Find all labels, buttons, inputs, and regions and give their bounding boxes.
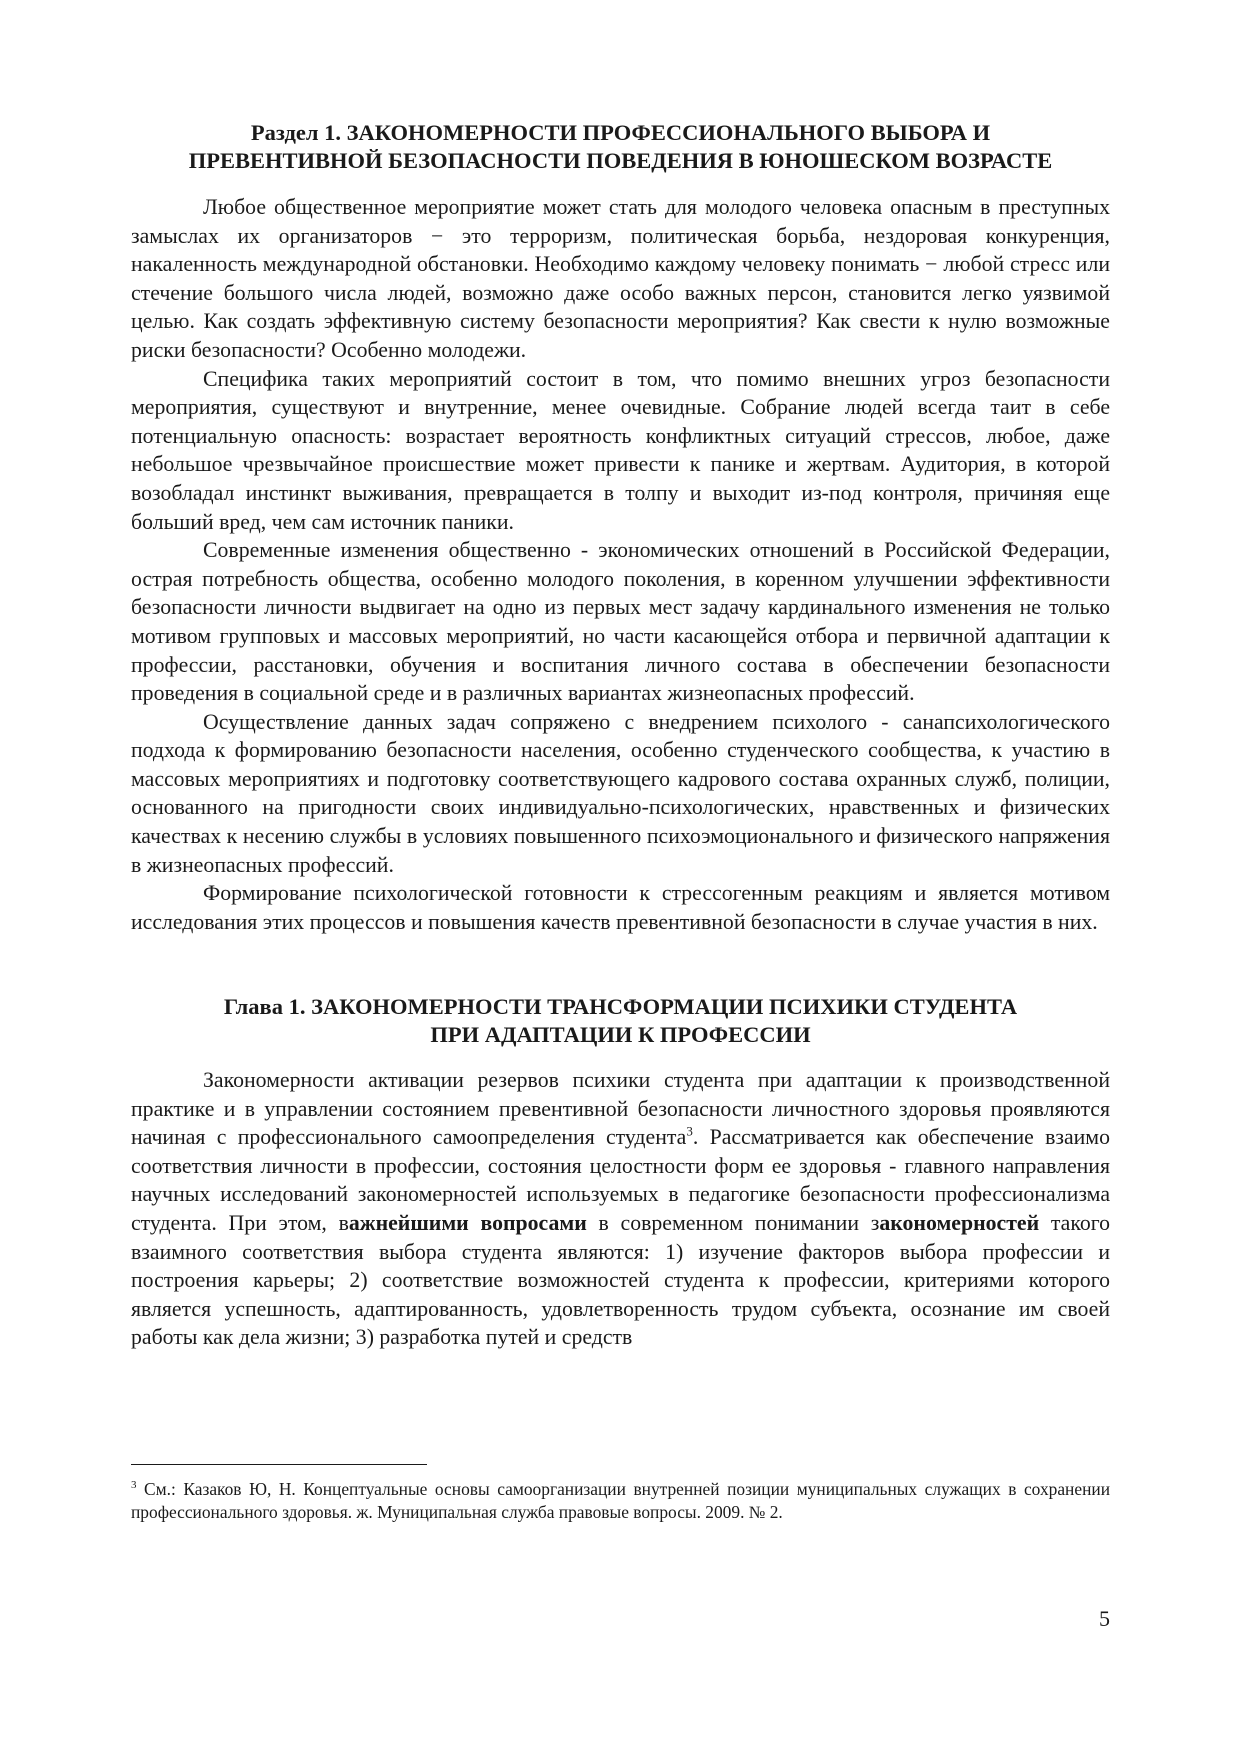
section-paragraph-5: Формирование психологической готовности к стрессогенным реакциям и является мотивом исследования этих процессов и повышения качеств превентивной безопасности в случае участия в них. [131, 881, 1110, 934]
chapter-bold-important-questions: ажнейшими вопросами [348, 1210, 587, 1235]
section-body [131, 193, 1110, 936]
section-paragraph-4: Осуществление данных задач сопряжено с внедрением психолого - санапсихологического подхода к формированию безопасности населения, особенно студенческого сообщества, к участию в массовых мероприятиях и подготовку соответствующего кадрового состава охранных служб, полиции, основанного на пригодности своих индивидуально-психологических, нравственных и физических качествах к несению службы в условиях повышенного психоэмоционального и физического напряжения в жизнеопасных профессий. [131, 709, 1110, 877]
page-number: 5 [1099, 1606, 1110, 1631]
chapter-heading-line-2: ПРИ АДАПТАЦИИ К ПРОФЕССИИ [430, 1022, 811, 1047]
section-heading-line-2: ПРЕВЕНТИВНОЙ БЕЗОПАСНОСТИ ПОВЕДЕНИЯ В ЮНОШЕСКОМ ВОЗРАСТЕ [188, 148, 1053, 173]
footnote-text: См.: Казаков Ю, Н. Концептуальные основы самоорганизации внутренней позиции муниципальных служащих в сохранении профессионального здоровья. ж. Муниципальная служба правовые вопросы. 2009. № 2. [131, 1479, 1110, 1522]
chapter-text-part-3: в современном понимании з [586, 1210, 880, 1235]
section-paragraph-1: Любое общественное мероприятие может стать для молодого человека опасным в преступных замыслах их организаторов − это терроризм, политическая борьба, нездоровая конкуренция, накаленность международной обстановки. Необходимо каждому человеку понимать − любой стресс или стечение большого числа людей, возможно даже особо важных персон, становится легко уязвимой целью. Как создать эффективную систему безопасности мероприятия? Как свести к нулю возможные риски безопасности? Особенно молодежи. [131, 195, 1110, 362]
section-heading [131, 119, 1110, 175]
chapter-text-part-4: такого взаимного соответствия выбора студента являются: 1) изучение факторов выбора профессии и построения карьеры; 2) соответствие возможностей студента к профессии, критериями которого является успешность, адаптированность, удовлетворенность трудом субъекта, осознание им своей работы как дела жизни; 3) разработка путей и средств [131, 1210, 1111, 1350]
section-heading-line-1: Раздел 1. ЗАКОНОМЕРНОСТИ ПРОФЕССИОНАЛЬНОГО ВЫБОРА И [250, 120, 991, 145]
section-paragraph-3: Современные изменения общественно - экономических отношений в Российской Федерации, острая потребность общества, особенно молодого поколения, в коренном улучшении эффективности безопасности личности выдвигает на одно из первых мест задачу кардинального изменения не только мотивом групповых и массовых мероприятий, но части касающейся отбора и первичной адаптации к профессии, расстановки, обучения и воспитания личного состава в обеспечении безопасности проведения в социальной среде и в различных вариантах жизнеопасных профессий. [131, 538, 1110, 706]
chapter-text-part-1: Закономерности активации резервов психики студента при адаптации к производственной практике и в управлении состоянием превентивной безопасности личностного здоровья проявляются начиная с профессионального самоопределения студента [131, 1068, 1110, 1150]
chapter-paragraph-1 [131, 1066, 1110, 1352]
chapter-body [131, 1066, 1110, 1352]
section-paragraph-2: Специфика таких мероприятий состоит в том, что помимо внешних угроз безопасности мероприятия, существуют и внутренние, менее очевидные. Собрание людей всегда таит в себе потенциальную опасность: возрастает вероятность конфликтных ситуаций стрессов, любое, даже небольшое чрезвычайное происшествие может привести к панике и жертвам. Аудитория, в которой возобладал инстинкт выживания, превращается в толпу и выходит из-под контроля, причиняя еще больший вред, чем сам источник паники. [131, 366, 1110, 534]
footnote-separator [131, 1464, 427, 1465]
chapter-bold-regularities: акономерностей [879, 1210, 1040, 1235]
chapter-heading [131, 993, 1110, 1049]
footnote [131, 1478, 1110, 1524]
chapter-text-part-2: . Рассматривается как обеспечение взаимо соответствия личности в профессии, состояния целостности форм ее здоровья - главного направления научных исследований закономерностей используемых в педагогике безопасности профессионализма студента. При этом, в [131, 1125, 1110, 1235]
chapter-heading-line-1: Глава 1. ЗАКОНОМЕРНОСТИ ТРАНСФОРМАЦИИ ПСИХИКИ СТУДЕНТА [223, 994, 1018, 1019]
footnote-number: 3 [131, 1479, 137, 1492]
footnote-reference[interactable]: 3 [686, 1123, 693, 1139]
